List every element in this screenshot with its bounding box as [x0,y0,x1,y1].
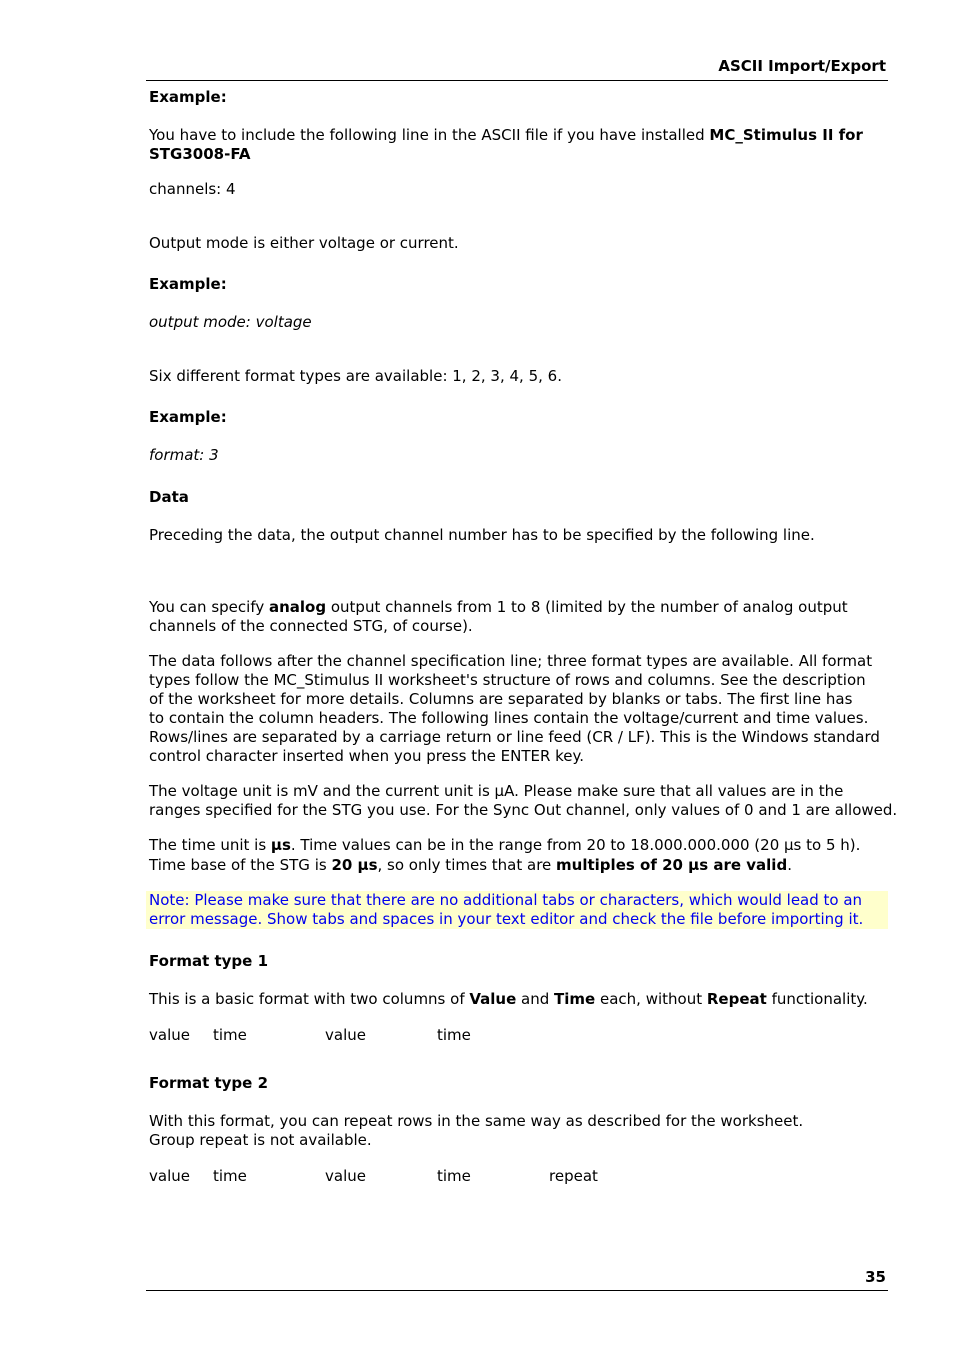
analog-text-a: You can specify [149,598,269,616]
example-1-text: You have to include the following line in the ASCII file if you have installed [149,126,710,144]
column-header: repeat [549,1167,598,1185]
time-text-a2: . Time values can be in the range from 20 to 18.000.000.000 (20 µs to 5 h). [290,836,861,854]
time-unit-bold: µs [270,836,291,854]
footer-rule [146,1290,888,1291]
data-follows-line-4: to contain the column headers. The following lines contain the voltage/current and time values. [149,709,869,727]
analog-keyword: analog [268,598,327,616]
note-line-1: Note: Please make sure that there are no additional tabs or characters, which would lead to an [149,891,863,909]
format1-time-bold: Time [554,990,596,1008]
unit-line-1: The voltage unit is mV and the current unit is µA. Please make sure that all values are in the [149,782,844,800]
format-code-line: format: 3 [149,446,219,464]
column-header: value [325,1026,366,1044]
time-text-b1: Time base of the STG is [149,856,332,874]
data-follows-line-5: Rows/lines are separated by a carriage return or line feed (CR / LF). This is the Windows standard [149,728,880,746]
example-heading-1: Example: [149,88,227,106]
column-header: value [149,1167,190,1185]
data-follows-line-3: of the worksheet for more details. Columns are separated by blanks or tabs. The first line has [149,690,853,708]
analog-text-b: output channels from 1 to 8 (limited by the number of analog output [326,598,848,616]
format-type-2-line-2: Group repeat is not available. [149,1131,372,1149]
format1-text-4: functionality. [766,990,868,1008]
example-heading-2: Example: [149,275,227,293]
example-1-text-line-1 [149,126,889,145]
time-text-a1: The time unit is [149,836,271,854]
column-header: time [437,1026,471,1044]
column-header: value [325,1167,366,1185]
unit-line-2: ranges specified for the STG you use. For the Sync Out channel, only values of 0 and 1 are allowed. [149,801,898,819]
data-intro-text: Preceding the data, the output channel number has to be specified by the following line. [149,526,815,544]
format1-text-3: each, without [595,990,707,1008]
multiples-bold: multiples of 20 µs are valid [556,856,788,874]
example-heading-3: Example: [149,408,227,426]
output-mode-text: Output mode is either voltage or current. [149,234,459,252]
header-rule [146,80,888,81]
output-mode-code-line: output mode: voltage [149,313,312,331]
channels-code-line: channels: 4 [149,180,236,198]
format-type-2-line-1: With this format, you can repeat rows in the same way as described for the worksheet. [149,1112,804,1130]
format1-text-2: and [516,990,555,1008]
data-follows-line-6: control character inserted when you press the ENTER key. [149,747,585,765]
note-line-2: error message. Show tabs and spaces in your text editor and check the file before importing it. [149,910,864,928]
data-follows-line-1: The data follows after the channel specification line; three format types are available. All format [149,652,873,670]
format-type-1-description [149,990,889,1009]
time-unit-line-1 [149,836,889,855]
time-unit-line-2 [149,856,889,875]
note-box [146,891,888,929]
product-name-part-2: STG3008-FA [149,145,251,163]
product-name-part-1: MC_Stimulus II for [709,126,863,144]
data-heading: Data [149,488,189,506]
format-types-text: Six different format types are available: 1, 2, 3, 4, 5, 6. [149,367,562,385]
time-text-b3: . [787,856,792,874]
time-base-bold: 20 µs [331,856,378,874]
column-header: time [213,1026,247,1044]
format-type-1-heading: Format type 1 [149,952,269,970]
data-follows-line-2: types follow the MC_Stimulus II worksheet's structure of rows and columns. See the description [149,671,866,689]
analog-channels-line-1 [149,598,889,617]
format1-text-1: This is a basic format with two columns of [149,990,470,1008]
format1-repeat-bold: Repeat [706,990,767,1008]
analog-channels-line-2: channels of the connected STG, of course). [149,617,473,635]
column-header: value [149,1026,190,1044]
column-header: time [213,1167,247,1185]
format1-value-bold: Value [469,990,517,1008]
running-header: ASCII Import/Export [718,57,886,75]
column-header: time [437,1167,471,1185]
page-number: 35 [865,1268,886,1286]
format-type-2-heading: Format type 2 [149,1074,269,1092]
time-text-b2: , so only times that are [377,856,557,874]
